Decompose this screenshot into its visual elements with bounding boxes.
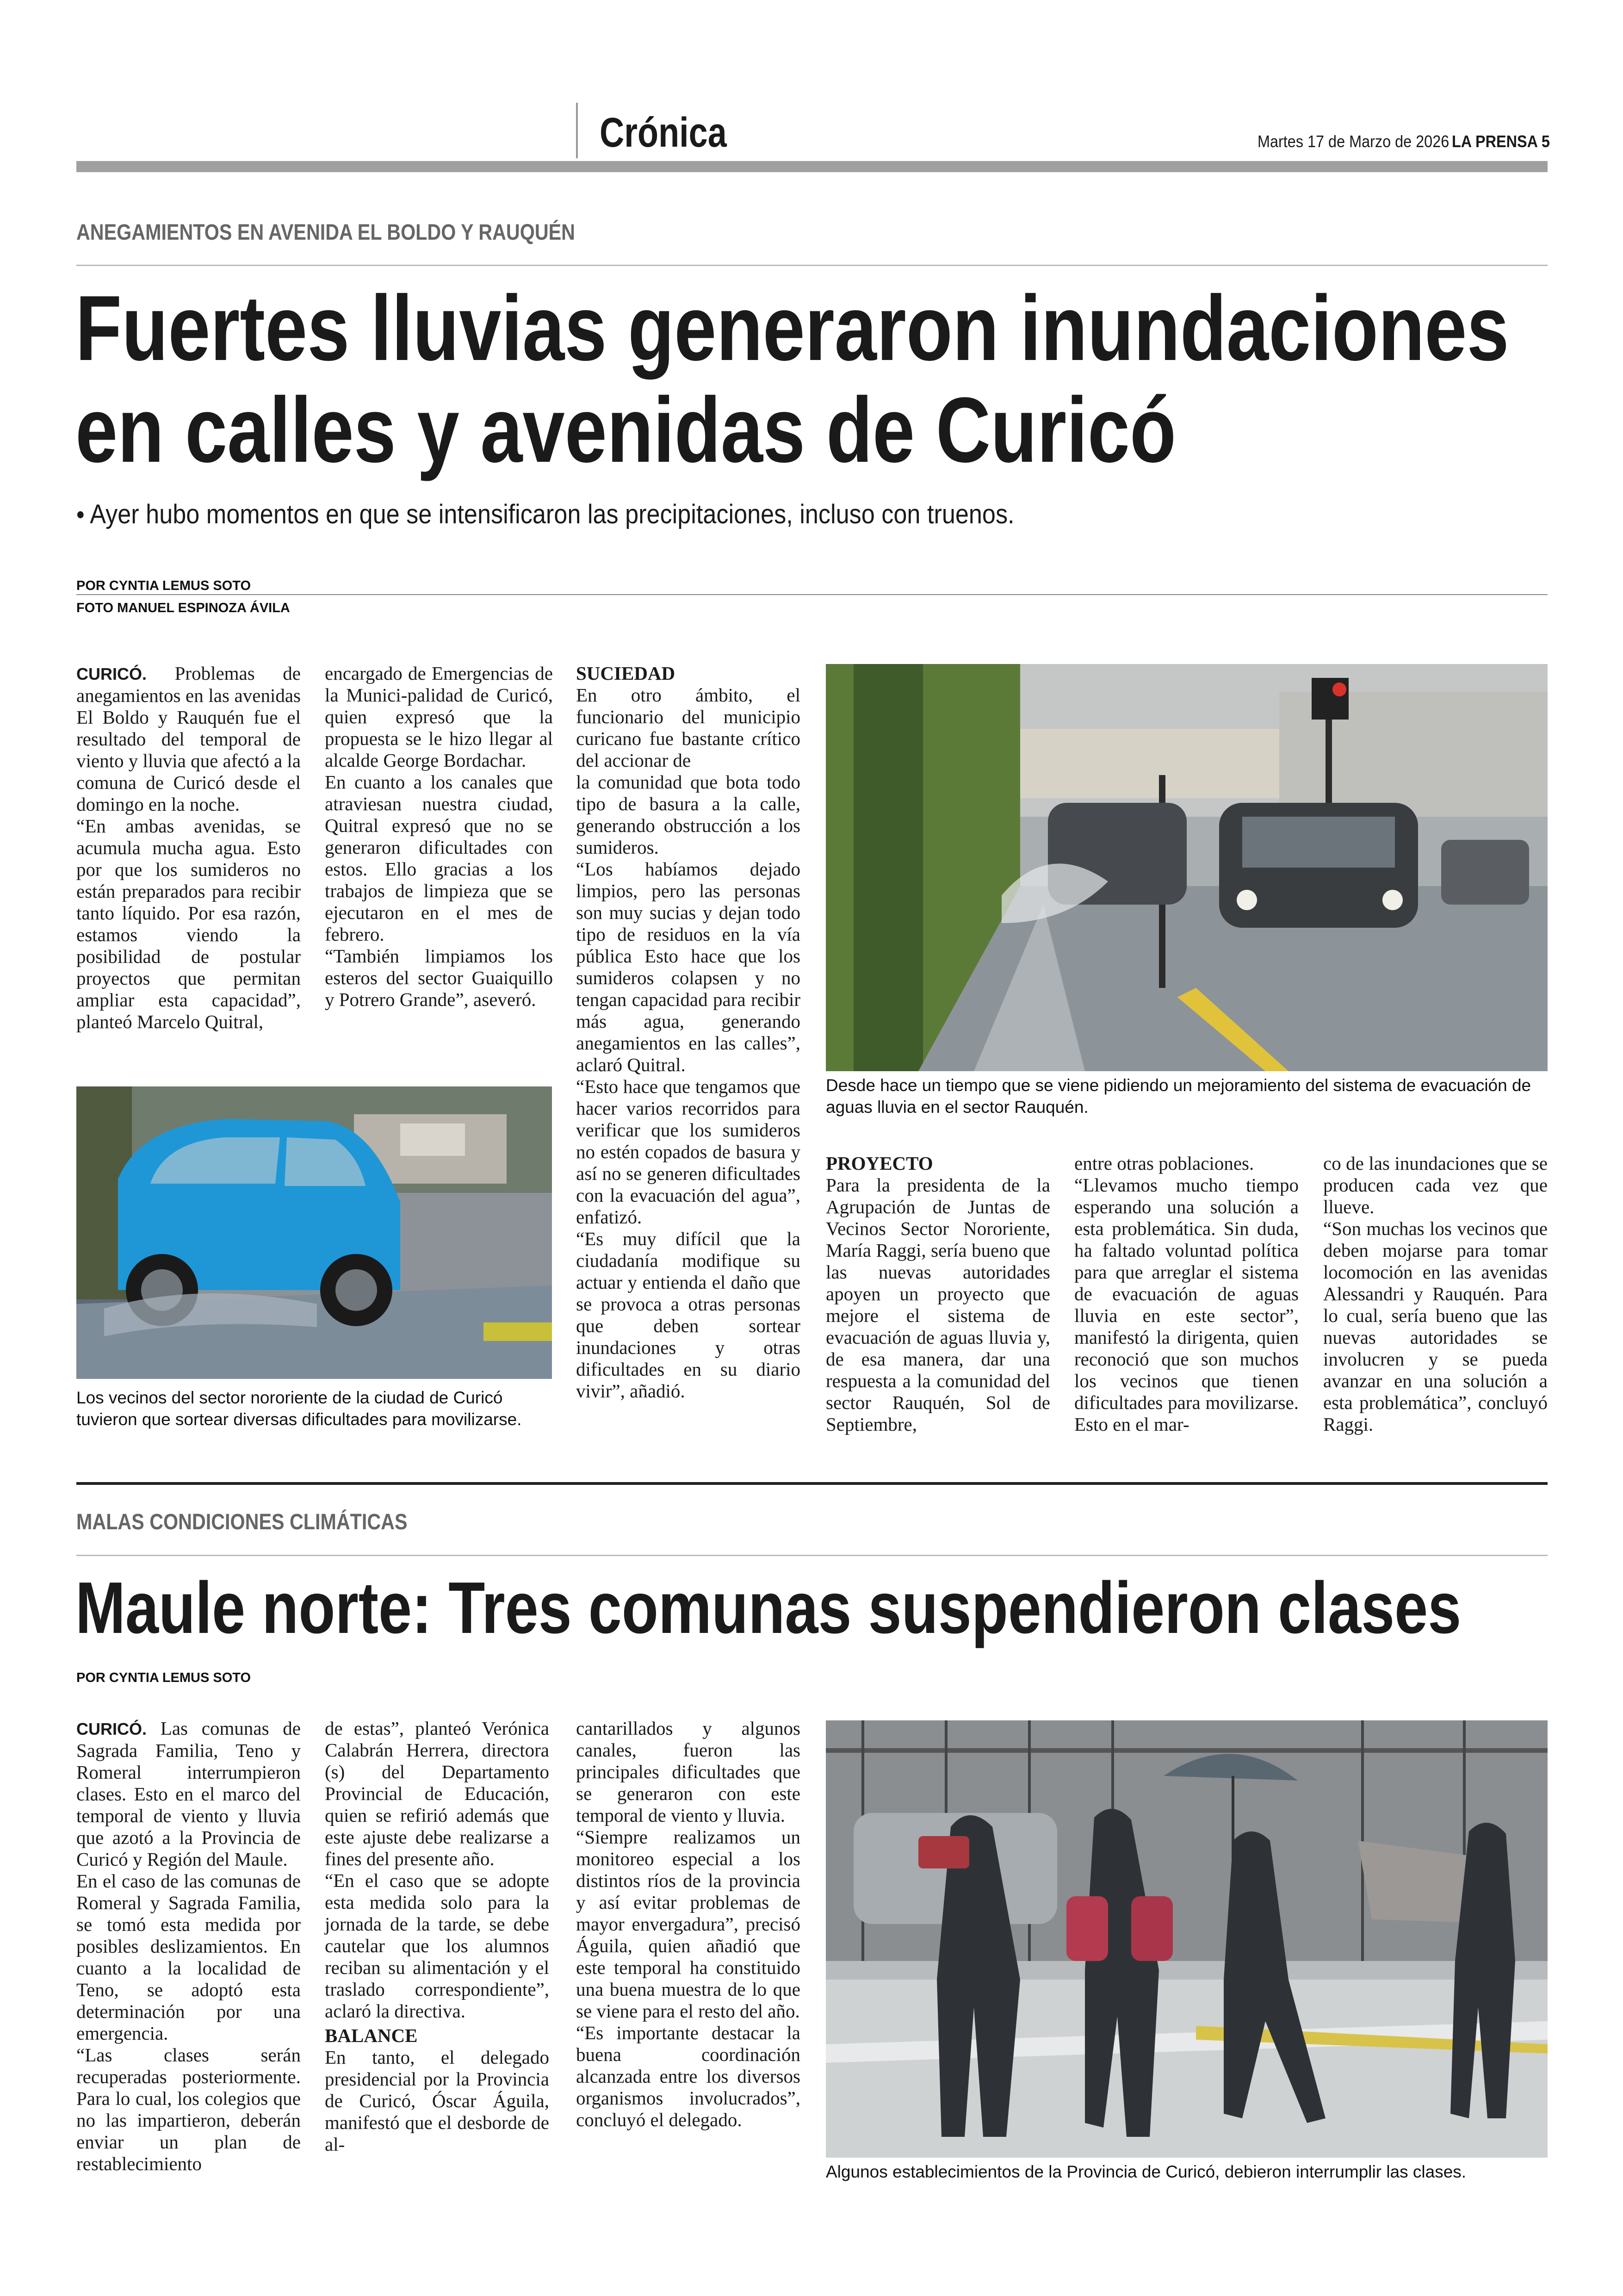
header-divider-vertical — [576, 103, 578, 158]
paragraph: En tanto, el delegado presidencial por la Provincia de Curicó, Óscar Águila, manifestó que el desborde de al- — [325, 2047, 549, 2155]
article2-kicker-rule — [76, 1555, 1548, 1556]
pedestrians-rain-illustration — [826, 1720, 1548, 2158]
article1-byline: POR CYNTIA LEMUS SOTO — [76, 578, 251, 593]
article1-column-2 — [325, 663, 553, 1011]
paragraph: Para la presidenta de la Agrupación de Juntas de Vecinos Sector Nororiente, María Raggi, sería bueno que las nuevas autoridades apoyen un proyecto que mejore el sistema de evacuación de aguas lluvia y, de esa manera, dar una respuesta a la comunidad del sector Rauquén, Sol de Septiembre, — [826, 1174, 1050, 1435]
paragraph: “Son muchas los vecinos que deben mojarse para tomar locomoción en las avenidas Alessandri y Rauquén. Para lo cual, sería bueno que las nuevas autoridades se involucren y se pueda avanzar en una solución a esta problemática”, concluyó Raggi. — [1323, 1218, 1548, 1435]
article1-kicker: ANEGAMIENTOS EN AVENIDA EL BOLDO Y RAUQUÉN — [76, 220, 575, 245]
flooded-car-photo — [76, 1086, 552, 1379]
paragraph: “Es importante destacar la buena coordinación alcanzada entre los diversos organismos involucrados”, concluyó el delegado. — [576, 2022, 800, 2130]
article1-photo-credit: FOTO MANUEL ESPINOZA ÁVILA — [76, 601, 290, 615]
rain-street-illustration — [826, 664, 1548, 1071]
paragraph: co de las inundaciones que se producen cada vez que llueve. — [1323, 1153, 1548, 1217]
paragraph: cantarillados y algunos canales, fueron las principales dificultades que se generaron con este temporal de viento y lluvia. — [576, 1718, 800, 1826]
article1-headline-line1: Fuertes lluvias generaron inundaciones — [75, 277, 1509, 380]
article1-byline-rule — [76, 594, 1548, 595]
page-number: 5 — [1541, 132, 1550, 151]
flooded-car-illustration — [76, 1086, 552, 1379]
paragraph: Las comunas de Sagrada Familia, Teno y Romeral interrumpieron clases. Esto en el marco del temporal de viento y lluvia que azotó a la Provincia de Curicó y Región del Maule. — [76, 1718, 301, 1870]
article1-kicker-rule — [76, 265, 1548, 266]
article2-column-1 — [76, 1718, 301, 2175]
paragraph: “Es muy difícil que la ciudadanía modifique su actuar y entienda el daño que se provoca a otras personas que deben sortear inundaciones y otras dificultades en su diario vivir”, añadió. — [576, 1228, 800, 1402]
rain-street-photo — [826, 664, 1548, 1071]
dateline: CURICÓ. — [76, 664, 147, 683]
subheading-proyecto: PROYECTO — [826, 1153, 933, 1174]
rain-street-caption: Desde hace un tiempo que se viene pidiendo un mejoramiento del sistema de evacuación de aguas lluvia en el sector Rauquén. — [826, 1076, 1531, 1117]
article2-column-2 — [325, 1718, 549, 2155]
paragraph: de estas”, planteó Verónica Calabrán Herrera, directora (s) del Departamento Provincial de Educación, quien se refirió además que este ajuste debe realizarse a fines del presente año. — [325, 1718, 549, 1869]
paragraph: En otro ámbito, el funcionario del municipio curicano fue bastante crítico del accionar de — [576, 684, 800, 771]
article1-column-4 — [826, 1153, 1050, 1435]
header-rule — [76, 161, 1548, 172]
pedestrians-rain-caption: Algunos establecimientos de la Provincia de Curicó, debieron interrumplir las clases. — [826, 2162, 1467, 2181]
paragraph: “Las clases serán recuperadas posteriormente. Para lo cual, los colegios que no las impartieron, deberán enviar un plan de restablecimiento — [76, 2044, 301, 2174]
paragraph: Problemas de anegamientos en las avenidas El Boldo y Rauquén fue el resultado del temporal de viento y lluvia que afectó a la comuna de Curicó desde el domingo en la noche. — [76, 663, 301, 815]
article2-kicker: MALAS CONDICIONES CLIMÁTICAS — [76, 1510, 408, 1534]
subheading-suciedad: SUCIEDAD — [576, 663, 675, 684]
flooded-car-caption: Los vecinos del sector nororiente de la ciudad de Curicó tuvieron que sortear diversas dificultades para movilizarse. — [76, 1388, 522, 1429]
paragraph: “Los habíamos dejado limpios, pero las personas son muy sucias y dejan todo tipo de residuos en la vía pública Esto hace que los sumideros colapsen y no tengan capacidad para recibir más agua, generando anegamientos en las calles”, aclaró Quitral. — [576, 858, 800, 1075]
paper-name: LA PRENSA — [1452, 132, 1537, 151]
article1-subhead — [76, 499, 1015, 530]
paragraph: En el caso de las comunas de Romeral y Sagrada Familia, se tomó esta medida por posibles deslizamientos. En cuanto a la localidad de Teno, se adoptó esta determinación por una emergencia. — [76, 1870, 301, 2044]
paragraph: entre otras poblaciones. — [1074, 1153, 1254, 1174]
pedestrians-rain-photo — [826, 1720, 1548, 2158]
section-title: Crónica — [600, 110, 727, 156]
header-paper — [1452, 132, 1550, 151]
dateline: CURICÓ. — [76, 1719, 147, 1738]
paragraph: “Llevamos mucho tiempo esperando una solución a esta problemática. Sin duda, ha faltado voluntad política para que arreglar el sistema de evacuación de aguas lluvia en este sector”, manifestó la dirigenta, quien reconoció que son muchos los vecinos que tienen dificultades para movilizarse. Esto en el mar- — [1074, 1174, 1299, 1435]
bullet: • — [76, 500, 85, 529]
paragraph: “También limpiamos los esteros del sector Guaiquillo y Potrero Grande”, aseveró. — [325, 945, 553, 1010]
article2-column-3 — [576, 1718, 800, 2131]
paragraph: la comunidad que bota todo tipo de basura a la calle, generando obstrucción a los sumideros. — [576, 771, 800, 858]
article1-column-1 — [76, 663, 301, 1033]
paragraph: “En ambas avenidas, se acumula mucha agua. Esto por que los sumideros no están preparados para recibir tanto líquido. Por esa razón, estamos viendo la posibilidad de postular proyectos que permitan ampliar esta capacidad”, planteó Marcelo Quitral, — [76, 815, 301, 1032]
subhead-text: Ayer hubo momentos en que se intensificaron las precipitaciones, incluso con truenos. — [90, 499, 1015, 529]
subheading-balance: BALANCE — [325, 2025, 418, 2046]
article1-column-6 — [1323, 1153, 1548, 1435]
article1-column-5 — [1074, 1153, 1299, 1435]
article1-column-3 — [576, 663, 800, 1402]
header-date: Martes 17 de Marzo de 2026 — [1258, 132, 1450, 151]
paragraph: “Siempre realizamos un monitoreo especial a los distintos ríos de la provincia y así evitar problemas de mayor envergadura”, precisó Águila, quien añadió que este temporal ha constituido una buena muestra de lo que se viene para el resto del año. — [576, 1826, 800, 2022]
paragraph: En cuanto a los canales que atraviesan nuestra ciudad, Quitral expresó que no se generaron dificultades con estos. Ello gracias a los trabajos de limpieza que se ejecutaron en el mes de febrero. — [325, 771, 553, 945]
paragraph: “Esto hace que tengamos que hacer varios recorridos para verificar que los sumideros no estén copados de basura y así no se generen dificultades con la evacuación del agua”, enfatizó. — [576, 1076, 800, 1228]
article2-headline: Maule norte: Tres comunas suspendieron clases — [75, 1567, 1462, 1649]
article2-byline: POR CYNTIA LEMUS SOTO — [76, 1670, 251, 1685]
paragraph: “En el caso que se adopte esta medida solo para la jornada de la tarde, se debe cautelar que los alumnos reciban su alimentación y el traslado correspondiente”, aclaró la directiva. — [325, 1870, 549, 2022]
article-separator — [76, 1482, 1548, 1485]
paragraph: encargado de Emergencias de la Munici-palidad de Curicó, quien expresó que la propuesta se le hizo llegar al alcalde George Bordachar. — [325, 663, 553, 771]
article1-headline-line2: en calles y avenidas de Curicó — [75, 379, 1177, 482]
